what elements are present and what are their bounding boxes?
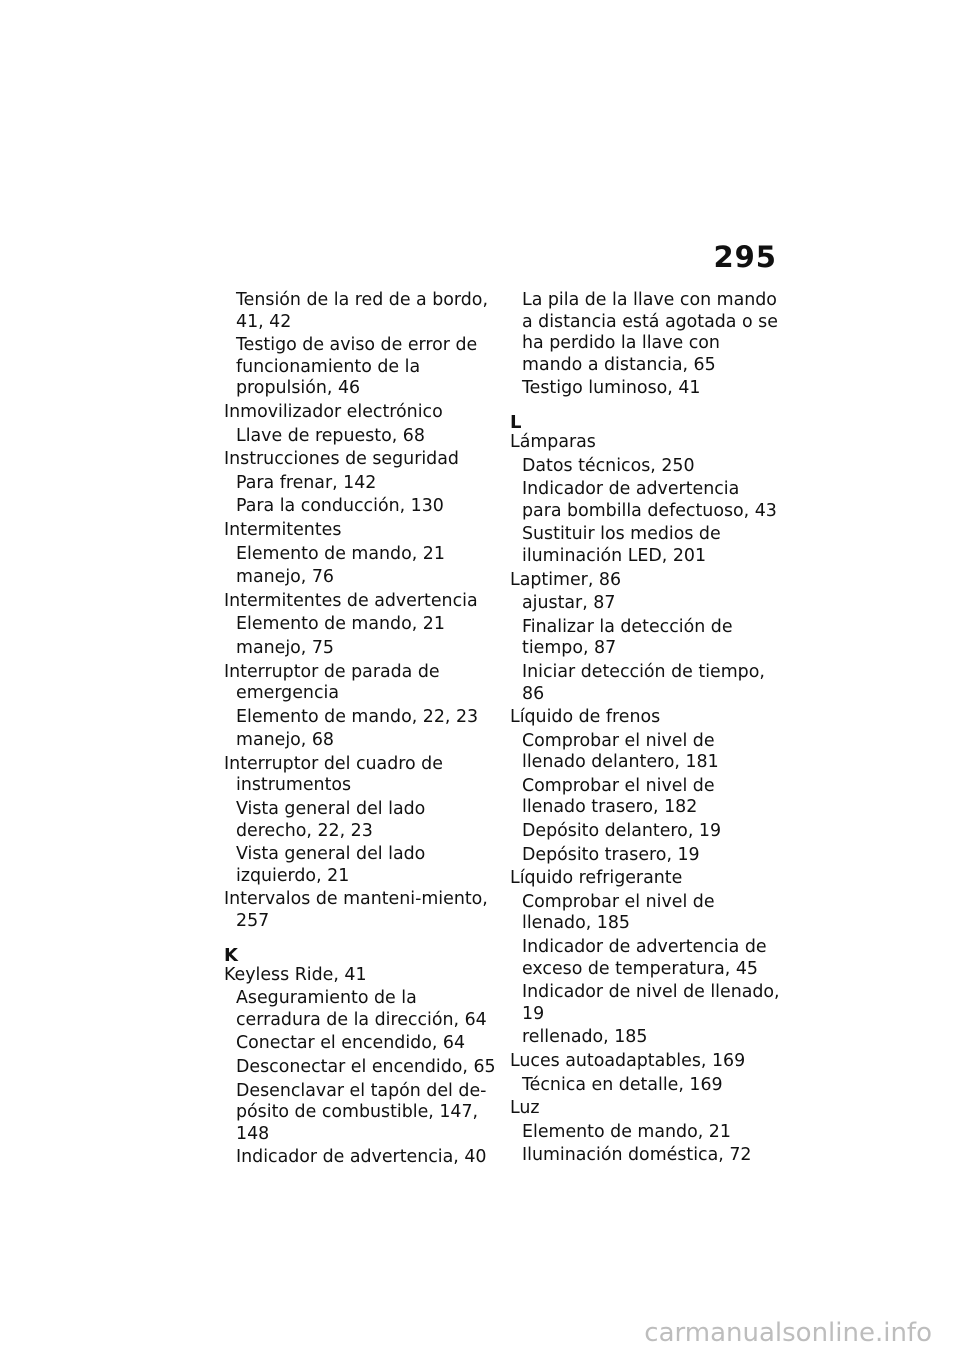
index-subentry: Elemento de mando, 21	[236, 543, 445, 564]
index-subentry: Indicador de advertencia de exceso de temperatura, 45	[522, 937, 767, 979]
index-subentry: Iniciar detección de tiempo, 86	[522, 661, 765, 704]
index-entry: Inmovilizador electrónico	[224, 401, 443, 422]
index-entry: Keyless Ride, 41	[224, 964, 367, 985]
index-subentry: Vista general del lado derecho, 22, 23	[236, 799, 426, 841]
index-subentry: ajustar, 87	[522, 593, 616, 614]
index-subentry: Testigo de aviso de error de funcionamiento de la propulsión, 46	[236, 335, 478, 399]
index-subentry: Depósito trasero, 19	[522, 844, 700, 865]
index-subentry: Tensión de la red de a bordo, 41, 42	[236, 290, 488, 332]
index-subentry: Para frenar, 142	[236, 472, 377, 493]
index-subentry: Indicador de advertencia para bombilla defectuoso, 43	[522, 479, 777, 521]
index-entry: Luces autoadaptables, 169	[510, 1051, 746, 1071]
index-subentry: Para la conducción, 130	[236, 496, 444, 517]
index-subentry: Elemento de mando, 21	[236, 614, 445, 635]
index-subentry: manejo, 75	[236, 637, 334, 658]
index-entry: Intermitentes de advertencia	[224, 590, 478, 611]
index-column-left	[224, 290, 496, 1171]
index-entry: Intervalos de manteni-miento, 257	[224, 889, 488, 932]
index-subentry: Elemento de mando, 21	[522, 1121, 731, 1142]
index-subentry: La pila de la llave con mando a distancia está agotada o se ha perdido la llave con mando a distancia, 65	[522, 290, 778, 375]
index-subentry: rellenado, 185	[522, 1027, 648, 1048]
index-entry: Intermitentes	[224, 519, 342, 540]
page-number: 295	[713, 240, 777, 274]
index-entry: Líquido refrigerante	[510, 868, 683, 889]
index-entry: Líquido de frenos	[510, 707, 661, 728]
index-entry: Luz	[510, 1098, 540, 1119]
index-letter-heading: K	[224, 944, 238, 966]
index-subentry: Técnica en detalle, 169	[522, 1074, 723, 1095]
index-entry: Interruptor del cuadro de instrumentos	[224, 753, 443, 796]
index-subentry: Finalizar la detección de tiempo, 87	[522, 616, 733, 659]
index-subentry: Comprobar el nivel de llenado, 185	[522, 891, 715, 934]
index-subentry: Testigo luminoso, 41	[522, 378, 701, 399]
index-entry: Instrucciones de seguridad	[224, 449, 459, 470]
index-subentry: Comprobar el nivel de llenado delantero, 181	[522, 730, 719, 773]
index-column-right	[510, 290, 782, 1169]
index-subentry: Aseguramiento de la cerradura de la dirección, 64	[236, 988, 487, 1030]
index-subentry: Desconectar el encendido, 65	[236, 1057, 496, 1077]
index-letter-heading: L	[510, 411, 522, 433]
index-subentry: Vista general del lado izquierdo, 21	[236, 844, 426, 886]
index-subentry: manejo, 76	[236, 567, 334, 588]
index-subentry: Depósito delantero, 19	[522, 821, 722, 842]
index-subentry: Indicador de nivel de llenado, 19	[522, 982, 780, 1024]
index-subentry: Elemento de mando, 22, 23	[236, 706, 479, 727]
index-subentry: Sustituir los medios de iluminación LED, 201	[522, 524, 721, 566]
index-entry: Laptimer, 86	[510, 569, 622, 590]
watermark: carmanualsonline.info	[644, 1318, 932, 1348]
index-subentry: Iluminación doméstica, 72	[522, 1145, 752, 1166]
index-subentry: Llave de repuesto, 68	[236, 425, 425, 446]
index-entry: Lámparas	[510, 431, 596, 452]
index-subentry: Comprobar el nivel de llenado trasero, 182	[522, 775, 715, 818]
index-subentry: manejo, 68	[236, 730, 334, 751]
index-subentry: Indicador de advertencia, 40	[236, 1147, 487, 1168]
index-entry: Interruptor de parada de emergencia	[224, 661, 440, 704]
index-subentry: Desenclavar el tapón del de-pósito de combustible, 147, 148	[236, 1080, 487, 1144]
index-subentry: Conectar el encendido, 64	[236, 1033, 466, 1054]
index-subentry: Datos técnicos, 250	[522, 455, 695, 476]
